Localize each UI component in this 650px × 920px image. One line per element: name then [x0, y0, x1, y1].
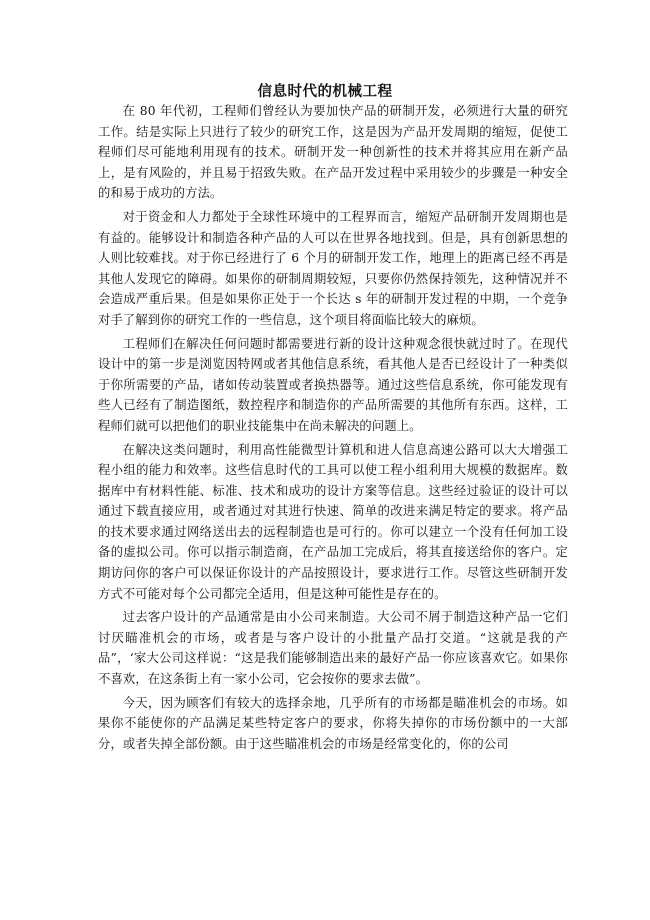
paragraph-4: 在解决这类问题时，利用高性能微型计算机和进人信息高速公路可以大大增强工程小组的能力和效率。这些信息时代的工具可以使工程小组利用大规模的数据库。数据库中有材料性能、标准、技术和成功的设计方案等信息。这些经过验证的设计可以通过下载直接应用，或者通过对其进行快速、简单的改进来满足特定的要求。将产品的技术要求通过网络送出去的远程制造也是可行的。你可以建立一个没有任何加工设备的虚拟公司。你可以指示制造商，在产品加工完成后，将其直接送给你的客户。定期访问你的客户可以保证你设计的产品按照设计，要求进行工作。尽管这些研制开发方式不可能对每个公司都完全适用，但是这种可能性是存在的。: [98, 442, 568, 601]
paragraph-1: 在 80 年代初，工程师们曾经认为要加快产品的研制开发，必须进行大量的研究工作。结是实际上只进行了较少的研究工作，这是因为产品开发周期的缩短，促使工程师们尽可能地利用现有的技术。研制开发一种创新性的技术并将其应用在新产品上，是有风险的，并且易于招致失败。在产品开发过程中采用较少的步骤是一种安全的和易于成功的方法。: [98, 104, 568, 201]
paragraph-2: 对于资金和人力都处于全球性环境中的工程界而言，缩短产品研制开发周期也是有益的。能够设计和制造各种产品的人可以在世界各地找到。但是，具有创新思想的人则比较难找。对于你已经进行了 6 个月的研制开发工作，地理上的距离已经不再是其他人发现它的障碍。如果你的研制周期较短，只要你仍然保持领先，这种情况并不会造成严重后果。但是如果你正处于一个长达 s 年的研制开发过程的中期，一个竞争对手了解到你的研究工作的一些信息，这个项目将面临比较大的麻烦。: [98, 209, 568, 327]
document-title: 信息时代的机械工程: [257, 83, 393, 100]
paragraph-3: 工程师们在解决任何问题时都需要进行新的设计这种观念很快就过时了。在现代设计中的第一步是浏览因特网或者其他信息系统，看其他人是否已经设计了一种类似于你所需要的产品，诸如传动装置或者换热器等。通过这些信息系统，你可能发现有些人已经有了制造图纸，数控程序和制造你的产品所需要的其他所有东西。这样，工程师们就可以把他们的职业技能集中在尚未解决的问题上。: [98, 336, 568, 433]
paragraph-6: 今天，因为顾客们有较大的选择余地，几乎所有的市场都是瞄准机会的市场。如果你不能使你的产品满足某些特定客户的要求，你将失掉你的市场份额中的一大部分，或者失掉全部份额。由于这些瞄准机会的市场是经常变化的，你的公司: [98, 695, 568, 751]
document-body: [98, 101, 568, 757]
paragraph-5: 过去客户设计的产品通常是由小公司来制造。大公司不屑于制造这种产品一它们讨厌瞄准机会的市场，或者是与客户设计的小批量产品打交道。“这就是我的产品”，‘家大公司这样说：“这是我们能够制造出来的最好产品一你应该喜欢它。如果你不喜欢，在这条街上有一家小公司，它会按你的要求去做”。: [98, 610, 568, 687]
